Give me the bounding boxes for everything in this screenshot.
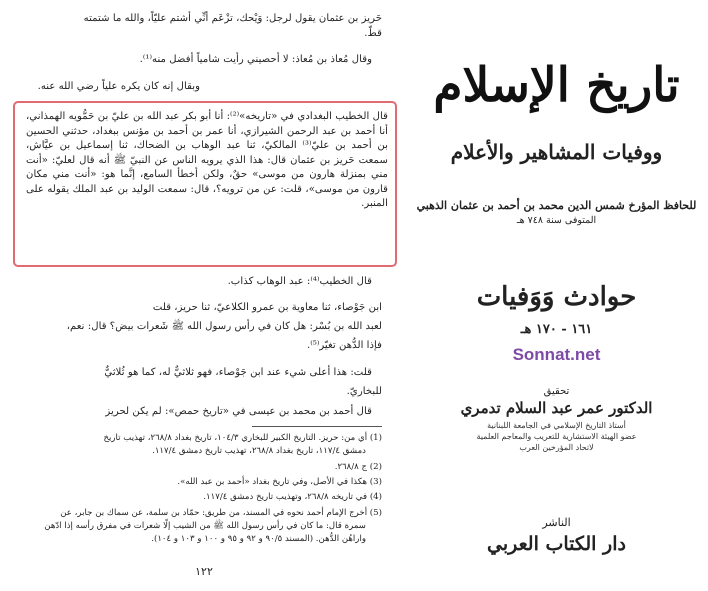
footnote-line: (3) هكذا في الأصل، وفي تاريخ بغداد «أحمد بن عبد الله». [177, 477, 382, 487]
volume-years: ١٦١ - ١٧٠ هـ [520, 322, 593, 337]
text-line: للبخاريّ. [346, 386, 382, 397]
right-page-cover [405, 0, 708, 591]
page-number: ١٢٢ [195, 565, 213, 578]
footnote-line: (2) ج ٢٦٨/٨. [334, 462, 382, 472]
footnote-line: سمرة قال: ما كان في رأس رسول الله ﷺ من الشيب إلّا شعرات في مفرق رأسه إذا ادّهن [44, 521, 366, 531]
footnote-line: (4) في تاريخه ٢٦٨/٨، وتهذيب تاريخ دمشق ١١٧/٤. [203, 492, 382, 502]
author-name: للحافظ المؤرخ شمس الدين محمد بن أحمد بن عثمان الذهبي [416, 199, 697, 212]
text-line: فإذا الدُّهن تغيّر⁽⁵⁾. [306, 340, 382, 351]
volume-title: حوادث وَوَفيات [476, 282, 637, 312]
footnote-line: دمشق ١١٧/٤، تاريخ بغداد ٢٦٨/٨، تهذيب تاريخ دمشق ١١٧/٤. [152, 446, 366, 456]
footnote-line: (5) أخرج الإمام أحمد نحوه في المسند، من طريق: حمّاد بن سلمة، عن سماك بن جابر، عن [60, 508, 382, 518]
footnote-divider [252, 426, 382, 427]
book-subtitle: ووفيات المشاهير والأعلام [450, 140, 663, 164]
left-page [8, 0, 400, 591]
text-line: قال الخطيب⁽⁴⁾: عبد الوهاب كذاب. [227, 276, 372, 287]
text-line: لعبد الله بن بُسْر: هل كان في رأس رسول الله ﷺ شَعرات بيض؟ قال: نعم، [66, 321, 382, 332]
publisher-name: دار الكتاب العربي [487, 533, 626, 555]
text-line: ابن جَوْصاء، ثنا معاوية بن عمرو الكلاعيّ، ثنا حريز، قلت [152, 302, 382, 313]
editor-name: الدكتور عمر عبد السلام تدمري [460, 399, 653, 417]
text-line: حَريز بن عثمان يقول لرجل: وَيْحك، تزْعَم أنِّي أشتم عليّاً، والله ما شتمته [83, 13, 382, 24]
text-line: قلت: هذا أعلى شيء عند ابن جَوْصاء، فهو ثلاثيٌّ له، كما هو ثُلاثيٌّ [104, 367, 372, 378]
footnote-line: واراهُن الدُّهن. (المسند ٩٠/٥ و ٩٢ و ٩٥ و ١٠٠ و ١٠٣ و ١٠٤). [151, 534, 366, 544]
publisher-label: الناشر [542, 516, 571, 529]
editor-affiliation: أستاذ التاريخ الإسلامي في الجامعة اللبنانية [487, 421, 626, 430]
site-watermark: Sonnat.net [512, 345, 601, 364]
editor-label: تحقيق [543, 386, 570, 397]
book-title: تاريخ الإسلام [433, 58, 680, 113]
text-line: وقال مُعاذ بن مُعاذ: لا أحصيني رأيت شامياً أفضل منه⁽¹⁾. [139, 54, 372, 65]
text-line: قطّ. [364, 28, 382, 39]
highlighted-paragraph: قال الخطيب البغدادي في «تاريخه»⁽²⁾: أنا أبو بكر عبد الله بن عليّ بن حَمُّويه الهمذاني، أنا أحمد بن عبد الرحمن الشيرازي، أنا عمر بن أحمد بن مؤنس ببغداد، حدثني الحسين بن أحمد بن عليّ⁽³⁾ المالكيّ، ثنا عبد الوهاب بن الضحاك، ثنا إسماعيل بن عيَّاش، سمعت حَريز بن عثمان قال: هذا الذي يرويه الناس عن النبيّ ﷺ أنه قال لعليّ: «أنت مني بمنزلة هارون من موسى» حقٌ، ولكن أخطأ السامع، إنَّما هو: «أنت مني مكان قارون من موسى»، قلت: عن من ترويه؟، قال: سمعت الوليد بن عبد الملك يقوله على المنبر. [26, 111, 388, 209]
editor-affiliation: لاتحاد المؤرخين العرب [519, 443, 594, 452]
footnote-line: (1) أي من: حريز. التاريخ الكبير للبخاري ١٠٤/٣، تاريخ بغداد ٢٦٨/٨، تهذيب تاريخ [103, 433, 382, 443]
author-death-date: المتوفى سنة ٧٤٨ هـ [516, 215, 597, 226]
editor-affiliation: عضو الهيئة الاستشارية للتعريب والمعاجم العلمية [476, 432, 637, 441]
text-line: وبقال إنه كان يكره علياً رضي الله عنه. [37, 81, 200, 92]
text-line: قال أحمد بن محمد بن عيسى في «تاريخ حمص»: لم يكن لحريز [105, 406, 372, 417]
